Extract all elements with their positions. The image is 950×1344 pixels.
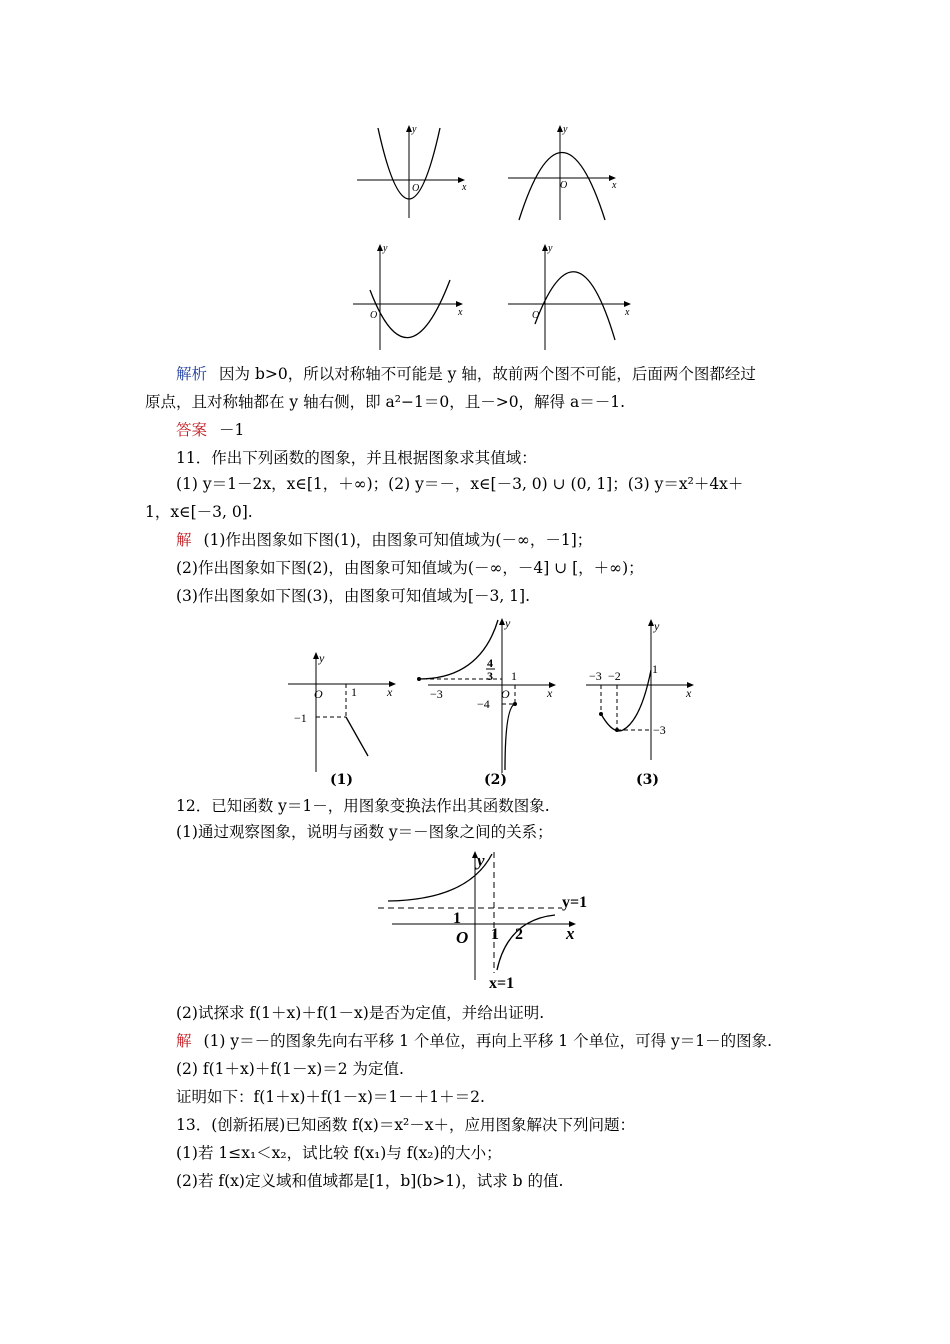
figure-2-hyperbola-graph	[425, 615, 560, 790]
tick-two: 2	[515, 926, 523, 943]
q10-analysis-line-2: 原点，且对称轴都在 y 轴右侧，即 a²−1＝0，且－>0，解得 a＝－1.	[145, 393, 626, 411]
asymptote-x-label: x=1	[489, 975, 515, 992]
origin-label: O	[532, 310, 540, 321]
parabola-curve	[535, 272, 615, 340]
solution-label: 解	[176, 1032, 192, 1050]
parabola-upward-graph	[352, 120, 477, 220]
hyperbola-right-branch	[505, 704, 515, 770]
y-label: y	[654, 619, 660, 633]
parabola-downward-graph	[505, 120, 630, 225]
q12-part-2: (2)试探求 f(1＋x)＋f(1－x)是否为定值，并给出证明.	[176, 1004, 545, 1022]
x-label: x	[458, 307, 463, 318]
y-label: y	[412, 124, 417, 135]
y-label: y	[477, 851, 485, 870]
origin-label: O	[501, 687, 510, 701]
y-label: y	[319, 651, 325, 665]
q12-solution-line-1	[176, 1031, 772, 1051]
y-label: y	[548, 243, 553, 254]
endpoint-left	[599, 712, 603, 716]
figure-1-linear-graph	[285, 650, 400, 790]
fraction-numerator: 4	[487, 656, 493, 670]
q12-title: 12．已知函数 y＝1－，用图象变换法作出其函数图象.	[176, 797, 550, 815]
q11-parts-line-2: 1，x∈[－3, 0].	[145, 503, 253, 521]
solution-label: 解	[176, 531, 192, 549]
tick-neg-three: −3	[430, 687, 443, 701]
caption-figure-1: (1)	[330, 772, 353, 788]
solution-text: (1)作出图象如下图(1)，由图象可知值域为(－∞，－1]；	[203, 531, 593, 549]
figure-q12-shifted-hyperbola-graph	[390, 848, 605, 990]
x-label: x	[686, 686, 692, 700]
q12-proof-line: 证明如下：f(1＋x)＋f(1－x)＝1－＋1＋＝2.	[176, 1088, 485, 1106]
parabola-curve	[370, 280, 450, 338]
figure-3-parabola-graph	[583, 615, 698, 765]
origin-label: O	[456, 928, 469, 947]
q12-part-1: (1)通过观察图象，说明与函数 y＝－图象之间的关系；	[176, 823, 553, 841]
q11-solution-line-3: (3)作出图象如下图(3)，由图象可知值域为[－3, 1].	[176, 587, 531, 605]
q10-analysis-line-1	[176, 364, 756, 384]
asymptote-y-label: y=1	[562, 894, 588, 911]
q11-solution-line-2: (2)作出图象如下图(2)，由图象可知值域为(－∞，－4] ∪ [，＋∞)；	[176, 559, 644, 577]
tick-neg-one: −1	[294, 711, 307, 725]
caption-figure-2: (2)	[484, 772, 507, 788]
origin-label: O	[560, 180, 568, 191]
x-label: x	[462, 182, 467, 193]
x-label: x	[547, 686, 553, 700]
tick-one: 1	[652, 662, 658, 676]
endpoint-left	[417, 677, 421, 681]
origin-label: O	[314, 687, 323, 701]
q12-solution-line-2: (2) f(1＋x)＋f(1－x)＝2 为定值.	[176, 1060, 404, 1078]
q13-title: 13．(创新拓展)已知函数 f(x)＝x²－x＋，应用图象解决下列问题：	[176, 1116, 636, 1134]
answer-value: －1	[219, 421, 245, 439]
x-label: x	[612, 180, 617, 191]
fraction-denominator: 3	[487, 669, 493, 683]
parabola-through-origin-downward-graph	[505, 240, 635, 355]
origin-label: O	[370, 310, 378, 321]
q11-parts-line-1: (1) y＝1－2x，x∈[1，＋∞)；(2) y＝－，x∈[－3, 0) ∪ (0, 1]；(3) y＝x²＋4x＋	[176, 475, 744, 493]
analysis-text: 因为 b>0，所以对称轴不可能是 y 轴，故前两个图不可能，后面两个图都经过	[219, 365, 756, 383]
tick-neg-four: −4	[477, 697, 490, 711]
tick-one-y: 1	[453, 910, 461, 927]
vertex-point	[615, 728, 619, 732]
endpoint-right	[513, 702, 517, 706]
q11-solution-line-1	[176, 530, 592, 550]
caption-figure-3: (3)	[636, 772, 659, 788]
origin-label: O	[412, 183, 420, 194]
x-label: x	[387, 685, 393, 699]
tick-neg-two: −2	[608, 669, 621, 683]
answer-label: 答案	[176, 421, 208, 439]
q13-part-1: (1)若 1≤x₁＜x₂，试比较 f(x₁)与 f(x₂)的大小；	[176, 1144, 502, 1162]
y-label: y	[563, 124, 568, 135]
hyperbola-right-branch	[497, 915, 555, 970]
x-label: x	[625, 307, 630, 318]
q13-part-2: (2)若 f(x)定义域和值域都是[1，b](b>1)，试求 b 的值.	[176, 1172, 564, 1190]
tick-one-x: 1	[491, 926, 499, 943]
tick-one: 1	[511, 669, 517, 683]
tick-neg-three: −3	[589, 669, 602, 683]
analysis-label: 解析	[176, 365, 208, 383]
y-label: y	[383, 243, 388, 254]
ray-y-1-2x	[346, 717, 368, 756]
tick-neg-three-y: −3	[653, 723, 666, 737]
tick-one: 1	[351, 685, 357, 699]
q11-title: 11．作出下列函数的图象，并且根据图象求其值域：	[176, 449, 537, 467]
q10-answer-line	[176, 420, 244, 440]
solution-text: (1) y＝－的图象先向右平移 1 个单位，再向上平移 1 个单位，可得 y＝1－的图象.	[203, 1032, 773, 1050]
y-label: y	[505, 616, 511, 630]
x-label: x	[566, 924, 575, 943]
parabola-through-origin-upward-graph	[350, 240, 475, 355]
